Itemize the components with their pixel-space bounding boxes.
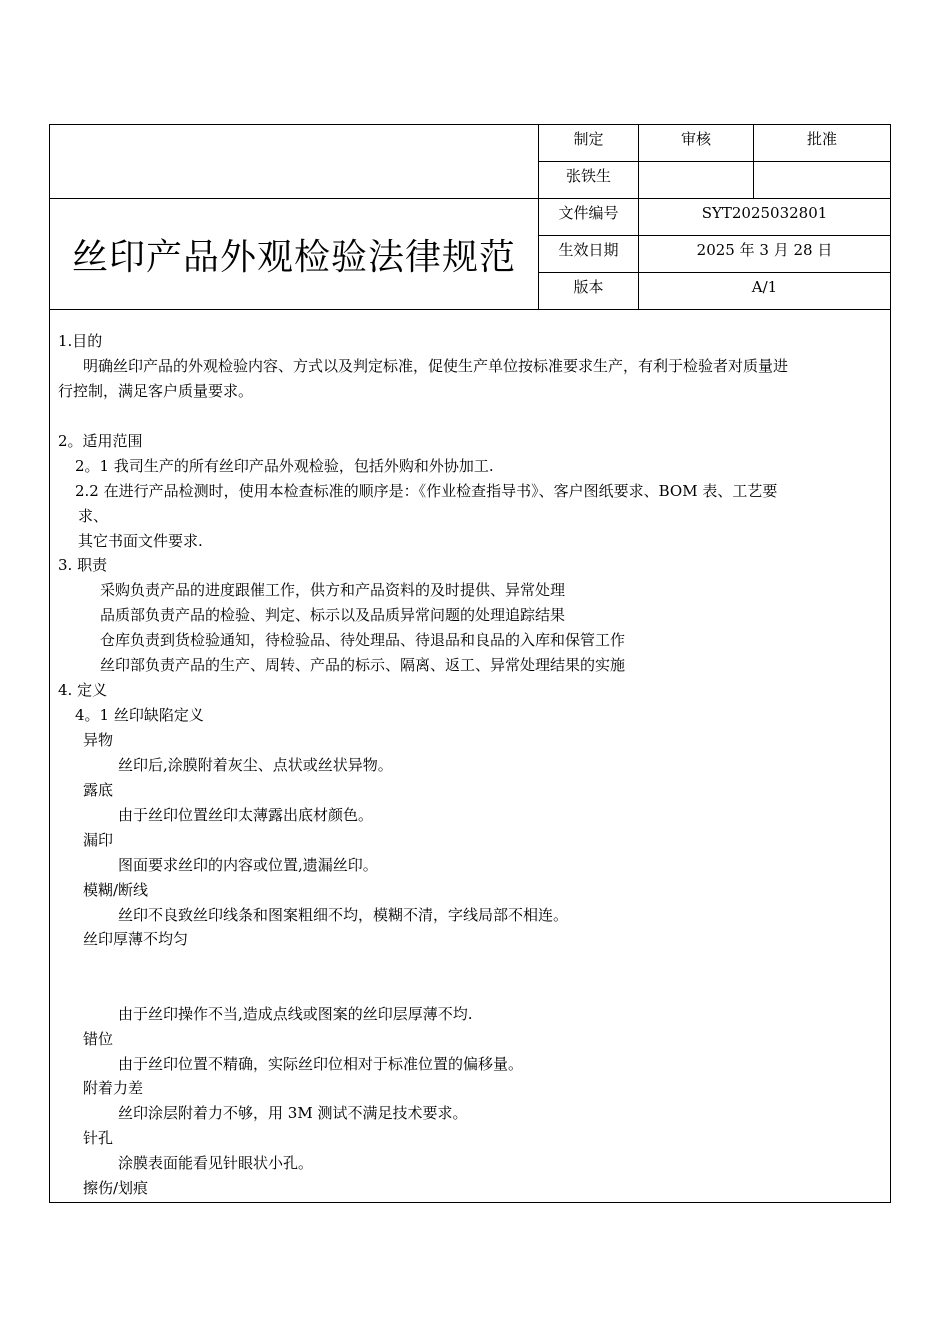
subsection-heading: 4。1 丝印缺陷定义	[75, 706, 204, 724]
effective-date-label: 生效日期	[558, 241, 619, 259]
defect-description: 丝印不良致丝印线条和图案粗细不均，模糊不清，字线局部不相连。	[118, 906, 569, 924]
document-page	[49, 124, 891, 1203]
paragraph: 行控制，满足客户质量要求。	[58, 382, 254, 400]
maker-name: 张铁生	[565, 167, 611, 185]
col-make-label: 制定	[573, 130, 604, 148]
paragraph: 2。1 我司生产的所有丝印产品外观检验，包括外购和外协加工.	[75, 457, 494, 475]
section-1-heading: 1.目的	[58, 332, 103, 350]
list-item: 采购负责产品的进度跟催工作，供方和产品资料的及时提供、异常处理	[100, 581, 566, 599]
paragraph: 2.2 在进行产品检测时，使用本检查标准的顺序是：《作业检查指导书》、客户图纸要求、BOM 表、工艺要	[75, 482, 778, 500]
defect-term: 模糊/断线	[83, 881, 149, 899]
defect-term: 错位	[83, 1030, 114, 1048]
section-3-heading: 3. 职责	[58, 556, 108, 574]
version-value: A/1	[751, 277, 778, 296]
defect-term: 丝印厚薄不均匀	[83, 930, 189, 948]
defect-term: 附着力差	[83, 1079, 144, 1097]
defect-term: 漏印	[83, 831, 114, 849]
effective-date-value: 2025 年 3 月 28 日	[696, 241, 833, 259]
list-item: 丝印部负责产品的生产、周转、产品的标示、隔离、返工、异常处理结果的实施	[100, 656, 626, 674]
defect-description: 由于丝印操作不当,造成点线或图案的丝印层厚薄不均.	[118, 1005, 473, 1023]
col-approve-label: 批准	[806, 130, 837, 148]
defect-description: 丝印后,涂膜附着灰尘、点状或丝状异物。	[118, 756, 393, 774]
document-title: 丝印产品外观检验法律规范	[71, 236, 516, 278]
section-2-heading: 2。适用范围	[58, 432, 143, 450]
doc-no-label: 文件编号	[558, 204, 619, 222]
paragraph: 明确丝印产品的外观检验内容、方式以及判定标准，促使生产单位按标准要求生产，有利于检验者对质量进	[83, 357, 789, 375]
defect-term: 露底	[83, 781, 114, 799]
doc-no-value: SYT2025032801	[701, 203, 828, 222]
list-item: 仓库负责到货检验通知，待检验品、待处理品、待退品和良品的入库和保管工作	[100, 631, 626, 649]
defect-description: 由于丝印位置丝印太薄露出底材颜色。	[118, 806, 374, 824]
col-review-label: 审核	[680, 130, 711, 148]
defect-term: 针孔	[83, 1129, 114, 1147]
paragraph: 其它书面文件要求.	[78, 532, 203, 550]
defect-term: 异物	[83, 731, 114, 749]
defect-description: 图面要求丝印的内容或位置,遗漏丝印。	[118, 856, 378, 874]
list-item: 品质部负责产品的检验、判定、标示以及品质异常问题的处理追踪结果	[100, 606, 566, 624]
defect-description: 由于丝印位置不精确，实际丝印位相对于标准位置的偏移量。	[118, 1055, 524, 1073]
header-table	[50, 125, 890, 309]
version-label: 版本	[573, 278, 604, 296]
defect-description: 丝印涂层附着力不够，用 3M 测试不满足技术要求。	[118, 1104, 468, 1122]
paragraph: 求、	[78, 507, 109, 525]
defect-term: 擦伤/划痕	[83, 1179, 149, 1197]
defect-description: 涂膜表面能看见针眼状小孔。	[118, 1154, 314, 1172]
section-4-heading: 4. 定义	[58, 681, 108, 699]
